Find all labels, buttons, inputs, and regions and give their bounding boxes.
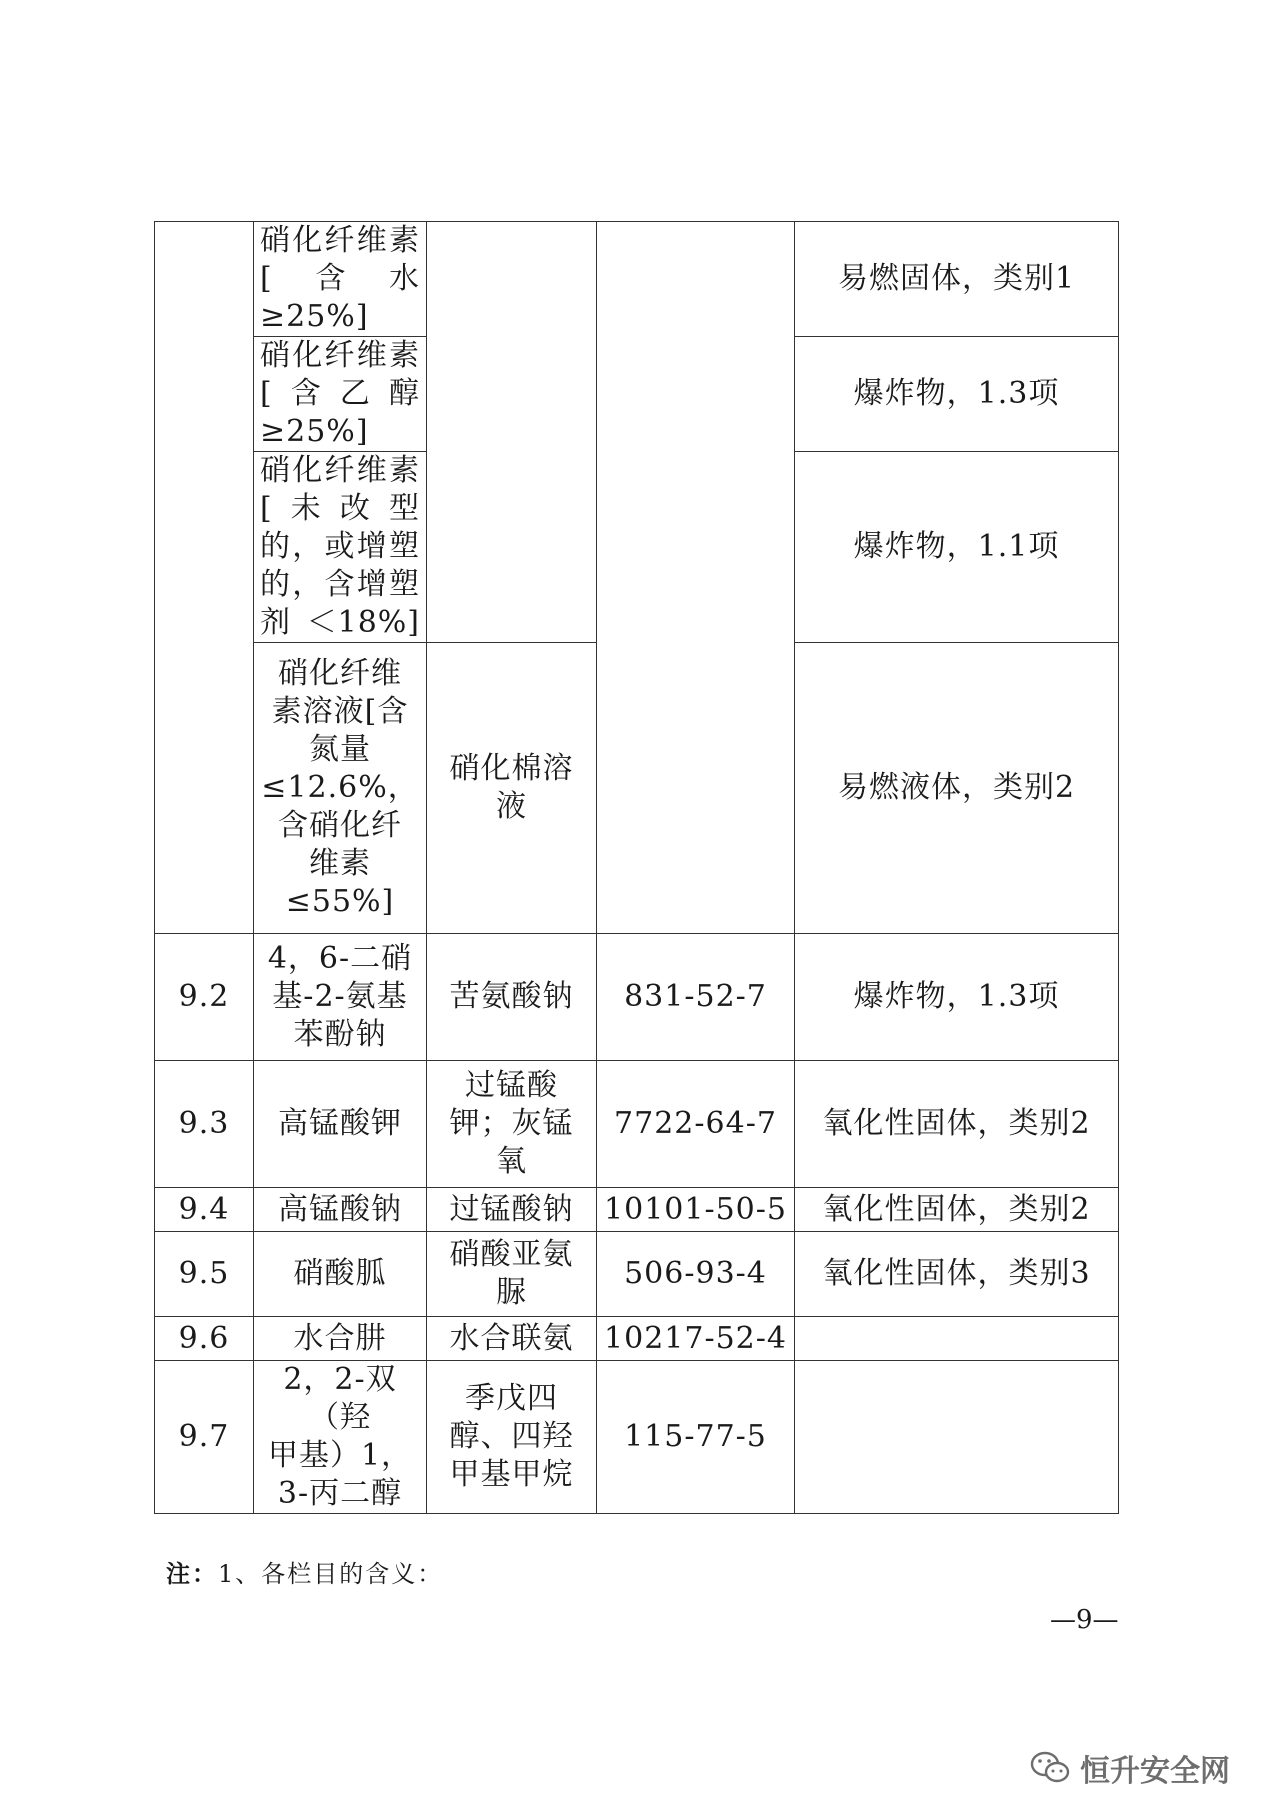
note-text: 1、各栏目的含义： — [218, 1560, 444, 1588]
table-row — [155, 1232, 1119, 1317]
cell-alias: 硝酸亚氨 脲 — [427, 1232, 597, 1317]
cell-name: 硝化纤维素[未改型的，或增塑的，含增塑剂＜18%] — [254, 452, 427, 643]
note-label: 注： — [166, 1559, 218, 1588]
watermark-text: 恒升安全网 — [1080, 1754, 1230, 1789]
cell-category — [795, 1361, 1119, 1514]
cell-name: 硝酸胍 — [254, 1232, 427, 1317]
table-row — [155, 222, 1119, 337]
table-row — [155, 1061, 1119, 1188]
cell-cas: 831-52-7 — [597, 934, 795, 1061]
cell-category: 易燃固体，类别1 — [795, 222, 1119, 337]
cell-no: 9.5 — [155, 1232, 254, 1317]
cell-cas: 115-77-5 — [597, 1361, 795, 1514]
cell-cas: 10101-50-5 — [597, 1188, 795, 1232]
cell-alias: 过锰酸钠 — [427, 1188, 597, 1232]
table-row — [155, 1188, 1119, 1232]
chemical-table — [154, 221, 1119, 1514]
cell-no: 9.6 — [155, 1317, 254, 1361]
cell-cas — [597, 222, 795, 934]
cell-alias — [427, 222, 597, 643]
cell-alias: 季戊四 醇、四羟 甲基甲烷 — [427, 1361, 597, 1514]
wechat-icon — [1030, 1751, 1070, 1785]
cell-category: 氧化性固体，类别2 — [795, 1188, 1119, 1232]
cell-no: 9.2 — [155, 934, 254, 1061]
cell-category — [795, 1317, 1119, 1361]
cell-cas: 7722-64-7 — [597, 1061, 795, 1188]
cell-name: 高锰酸钾 — [254, 1061, 427, 1188]
cell-name: 2，2-双（羟 甲基）1， 3-丙二醇 — [254, 1361, 427, 1514]
cell-category: 易燃液体，类别2 — [795, 643, 1119, 934]
cell-no: 9.3 — [155, 1061, 254, 1188]
cell-name: 高锰酸钠 — [254, 1188, 427, 1232]
table-row — [155, 1317, 1119, 1361]
footnote — [166, 1559, 443, 1589]
cell-category: 爆炸物，1.1项 — [795, 452, 1119, 643]
cell-alias: 苦氨酸钠 — [427, 934, 597, 1061]
cell-alias: 水合联氨 — [427, 1317, 597, 1361]
cell-category: 爆炸物，1.3项 — [795, 337, 1119, 452]
page-number: —9— — [1050, 1605, 1119, 1635]
cell-no: 9.7 — [155, 1361, 254, 1514]
cell-name: 硝化纤维素[含水≥25%] — [254, 222, 427, 337]
cell-cas: 506-93-4 — [597, 1232, 795, 1317]
cell-name: 硝化纤维素[含乙醇≥25%] — [254, 337, 427, 452]
cell-name: 水合肼 — [254, 1317, 427, 1361]
cell-alias: 过锰酸 钾；灰锰 氧 — [427, 1061, 597, 1188]
cell-cas: 10217-52-4 — [597, 1317, 795, 1361]
cell-category: 氧化性固体，类别2 — [795, 1061, 1119, 1188]
table-row — [155, 934, 1119, 1061]
watermark — [1030, 1746, 1230, 1790]
cell-name: 硝化纤维 素溶液[含 氮量 ≤12.6%， 含硝化纤 维素 ≤55%] — [254, 643, 427, 934]
cell-alias: 硝化棉溶 液 — [427, 643, 597, 934]
cell-no — [155, 222, 254, 934]
cell-category: 氧化性固体，类别3 — [795, 1232, 1119, 1317]
cell-name: 4，6-二硝 基-2-氨基 苯酚钠 — [254, 934, 427, 1061]
table-row — [155, 1361, 1119, 1514]
cell-no: 9.4 — [155, 1188, 254, 1232]
cell-category: 爆炸物，1.3项 — [795, 934, 1119, 1061]
